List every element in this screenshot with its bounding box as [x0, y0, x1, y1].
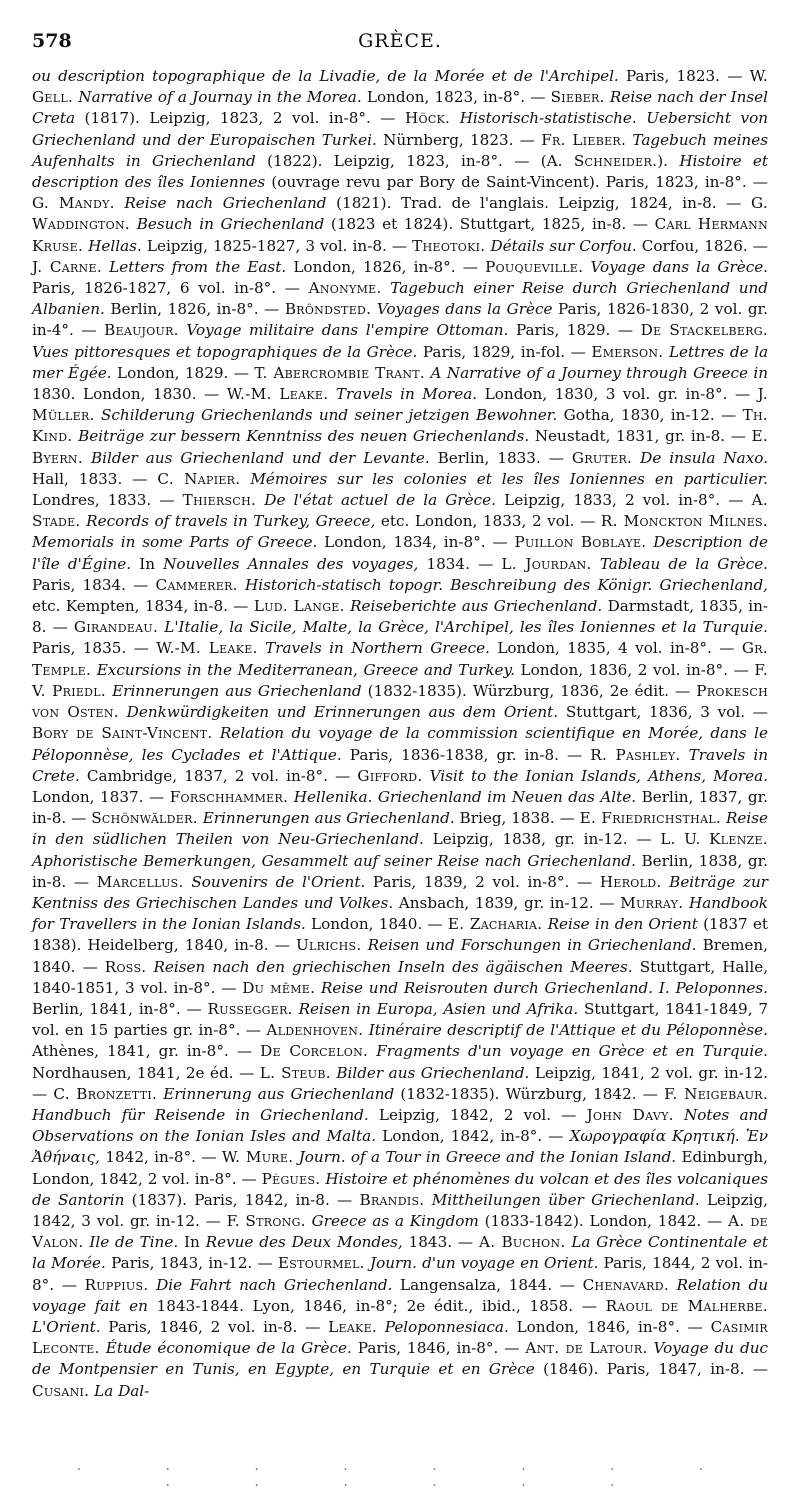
- text-run: (1833-1842). London, 1842. —: [478, 1211, 729, 1230]
- text-run: 1834. —: [418, 554, 502, 573]
- text-run: [661, 873, 669, 891]
- text-run: London, 1846, in-8°. —: [508, 1317, 711, 1336]
- text-run: Ansbach, 1839, gr. in-12. —: [393, 893, 621, 912]
- text-run: [592, 555, 600, 573]
- author-name: J. Müller.: [32, 385, 769, 425]
- work-title: Beiträge zur Kentniss des Griechischen Landes und Volkes.: [32, 872, 768, 912]
- author-name: Estourmel.: [277, 1254, 365, 1273]
- text-run: [681, 746, 689, 764]
- text-run: Stuttgart, 1841-1849, 7 vol. en 15 parties gr. in-8°. —: [32, 999, 768, 1040]
- author-name: Höck.: [404, 109, 451, 128]
- author-name: Schneider.: [573, 151, 658, 170]
- work-title: Denkwürdigkeiten und Erinnerungen aus dem Orient.: [126, 703, 559, 722]
- text-run: Edinburgh, London, 1842, 2 vol. in-8°. —: [32, 1148, 769, 1188]
- author-name: Cusani.: [32, 1381, 90, 1400]
- author-name: R. Monckton Milnes.: [600, 512, 769, 531]
- author-name: Gr. Temple.: [32, 639, 769, 679]
- work-title: Erinnerung aus Griechenland: [163, 1084, 395, 1103]
- page-header: [32, 30, 768, 56]
- text-run: Leipzig, 1841, 2 vol. gr. in-12. —: [32, 1063, 768, 1103]
- author-name: Pouqueville.: [485, 257, 584, 276]
- text-run: Berlin, 1826, in-8°. —: [104, 300, 285, 319]
- text-run: Paris, 1836-1838, gr. in-8. —: [341, 745, 591, 764]
- text-run: Leipzig, 1825-1827, 3 vol. in-8. —: [141, 236, 413, 255]
- author-name: Lud. Lange.: [253, 597, 345, 616]
- text-run: Berlin, 1837, gr. in-8. —: [32, 787, 768, 828]
- text-run: (1837). Paris, 1842, in-8. —: [124, 1190, 360, 1209]
- text-run: Paris, 1826-1827, 6 vol. in-8°. —: [32, 279, 309, 298]
- work-title: Tableau de la Grèce.: [599, 554, 769, 573]
- author-name: De Corcelon.: [260, 1042, 369, 1061]
- text-run: [258, 639, 265, 657]
- author-name: Beaujour.: [104, 321, 179, 340]
- work-title: La Dal-: [94, 1381, 150, 1400]
- text-run: [328, 385, 336, 403]
- text-run: Londres, 1833. —: [32, 491, 183, 510]
- text-run: [238, 576, 245, 594]
- text-run: London, 1836, 2 vol. in-8°. —: [514, 660, 755, 679]
- work-title: Fragments d'un voyage en Grèce et en Turquie.: [376, 1042, 769, 1061]
- text-run: Leipzig, 1838, gr. in-12. — L. U.: [423, 830, 710, 849]
- text-run: Nürnberg, 1823. —: [376, 130, 542, 149]
- text-run: (1822). Leipzig, 1823, in-8°. — (A.: [255, 151, 574, 170]
- author-name: Ulrichs.: [295, 936, 362, 955]
- text-run: London, 1840. —: [305, 915, 448, 934]
- author-name: G. Mandy.: [32, 194, 115, 213]
- work-title: Reisen und Forschungen in Griechenland.: [367, 936, 697, 955]
- work-title: Reise in den südlichen Theilen von Neu-Griechenland.: [32, 809, 768, 849]
- text-run: [450, 109, 460, 127]
- text-run: [240, 470, 250, 488]
- text-run: London, 1823, in-8°. —: [361, 88, 551, 107]
- work-title: Historich-statisch topogr. Beschreibung des Königr. Griechenland,: [244, 575, 769, 594]
- work-title: Χωρογραφία Κρητική. Ἐν Ἀθήναις,: [32, 1127, 768, 1167]
- author-name: Russegger.: [207, 999, 293, 1018]
- text-run: Leipzig, 1833, 2 vol. in-8°. —: [496, 491, 752, 510]
- author-name: Raoul de Malherbe.: [605, 1296, 768, 1315]
- text-run: [83, 449, 91, 467]
- work-title: Peloponnesiaca.: [384, 1317, 509, 1336]
- author-name: J. Carne.: [32, 257, 102, 276]
- text-run: Paris, 1823. —: [618, 67, 750, 85]
- author-name: W.-M. Leake.: [156, 639, 258, 658]
- page-number: 578: [32, 30, 72, 52]
- text-run: [669, 1276, 677, 1294]
- text-run: 1843-1844. Lyon, 1846, in-8°; 2e édit., ibid., 1858. —: [147, 1296, 606, 1315]
- work-title: Reise nach der Insel Creta: [32, 88, 769, 128]
- text-run: [377, 1318, 385, 1336]
- work-title: Beiträge zur bessern Kenntniss des neuen Griechenlands.: [78, 427, 530, 446]
- author-name: Du même.: [242, 978, 316, 997]
- work-title: Visit to the Ionian Islands, Athens, Morea.: [429, 766, 768, 785]
- author-name: A. de Valon.: [32, 1211, 769, 1252]
- work-title: Reisen in Europa, Asien und Afrika.: [298, 999, 579, 1018]
- text-run: [115, 194, 125, 212]
- work-title: Bilder aus Griechenland.: [336, 1063, 530, 1082]
- running-title: GRÈCE.: [358, 30, 442, 52]
- author-name: John Davy.: [586, 1105, 674, 1124]
- author-name: Prokesch von Osten.: [32, 681, 769, 722]
- work-title: Souvenirs de l'Orient.: [191, 872, 366, 891]
- text-run: (ouvrage revu par Bory de Saint-Vincent). Paris, 1823, in-8°. —: [265, 173, 768, 192]
- text-run: [674, 1106, 684, 1124]
- work-title: Letters from the East.: [109, 257, 287, 276]
- author-name: C. Bronzetti.: [53, 1084, 158, 1103]
- work-title: Voyage militaire dans l'empire Ottoman.: [186, 321, 509, 340]
- work-title: Narrative of a Journay in the Morea.: [78, 88, 362, 107]
- author-name: Schönwälder.: [91, 809, 198, 828]
- text-run: [119, 703, 127, 721]
- author-name: Klenze.: [709, 830, 769, 849]
- author-name: Murray.: [620, 893, 684, 912]
- author-name: Aldenhoven.: [266, 1021, 364, 1040]
- text-run: Stuttgart, Halle, 1840-1851, 3 vol. in-8°. —: [32, 957, 769, 997]
- text-run: Neustadt, 1831, gr. in-8. —: [529, 427, 752, 446]
- work-title: Handbuch für Reisende in Griechenland.: [32, 1105, 369, 1124]
- author-name: R. Pashley.: [590, 745, 681, 764]
- work-title: Étude économique de la Grèce.: [105, 1339, 352, 1358]
- work-title: Historisch-statistische. Uebersicht von Griechenland und der Europaischen Turkei.: [32, 109, 769, 149]
- bibliography-paragraph: [32, 66, 768, 1402]
- author-name: Anonyme.: [308, 279, 382, 298]
- author-name: Marcellus.: [96, 872, 184, 891]
- text-run: (1817). Leipzig, 1823, 2 vol. in-8°. —: [75, 109, 405, 128]
- text-run: Paris, 1826-1830, 2 vol. gr. in-4°. —: [32, 300, 768, 340]
- text-run: Darmstadt, 1835, in-8. —: [32, 597, 769, 637]
- work-title: Histoire et phénomènes du volcan et des îles volcaniques de Santorin: [32, 1169, 768, 1209]
- work-title: Mittheilungen über Griechenland.: [431, 1190, 700, 1209]
- author-name: Forschhammer.: [169, 787, 289, 806]
- text-run: ).: [657, 151, 680, 170]
- text-run: [148, 1276, 156, 1294]
- work-title: Itinéraire descriptif de l'Attique et du Péloponnèse.: [368, 1021, 768, 1040]
- text-run: London, 1829. —: [111, 363, 255, 382]
- author-name: A. Stade.: [32, 491, 768, 531]
- author-name: G. Waddington.: [32, 194, 769, 234]
- author-name: Ross.: [104, 957, 147, 976]
- work-title: Reise in den Orient: [547, 915, 698, 934]
- text-run: London, 1835, 4 vol. in-8°. —: [489, 639, 742, 658]
- text-run: (1832-1835). Würzburg, 1836, 2e édit. —: [361, 681, 697, 700]
- author-name: Gruter.: [571, 448, 633, 467]
- author-name: Thiersch.: [182, 491, 257, 510]
- author-name: Theotoki.: [412, 236, 486, 255]
- work-title: L'Orient.: [32, 1317, 101, 1336]
- author-name: A. Buchon.: [478, 1233, 566, 1252]
- text-run: Paris, 1843, in-12. —: [105, 1254, 278, 1273]
- text-run: Hall, 1833. —: [32, 469, 158, 488]
- author-name: Casimir Leconte.: [32, 1317, 769, 1358]
- text-run: Berlin, 1841, in-8°. —: [32, 999, 208, 1018]
- author-name: F. Neigebaur.: [664, 1084, 768, 1103]
- author-name: C. Napier.: [157, 469, 241, 488]
- work-title: Reise nach Griechenland: [124, 194, 327, 213]
- work-title: Travels in Crete.: [32, 745, 768, 785]
- book-page: [32, 30, 768, 1402]
- work-title: Mémoires sur les colonies et les îles Ioniennes en particulier.: [250, 469, 769, 488]
- work-title: L'Italie, la Sicile, Malte, la Grèce, l'Archipel, les îles Ioniennes et la Turquie.: [164, 618, 768, 637]
- footer-dots: . . . . . . . . . . . . . .: [76, 1458, 744, 1490]
- work-title: Bilder aus Griechenland und der Levante.: [90, 448, 430, 467]
- work-title: Tagebuch meines Aufenhalts in Griechenland: [32, 130, 768, 170]
- work-title: Description de l'île d'Égine.: [32, 533, 769, 573]
- work-title: Travels in Northern Greece.: [265, 639, 490, 658]
- author-name: F. V. Priedl.: [32, 660, 768, 700]
- text-run: etc. London, 1833, 2 vol. —: [375, 512, 601, 531]
- author-name: T. Abercrombie Trant.: [254, 363, 426, 382]
- text-run: [212, 724, 219, 742]
- work-title: A Narrative of a Journey through Greece in: [430, 363, 769, 382]
- author-name: E. Byern.: [32, 427, 768, 467]
- work-title: Memorials in some Parts of Greece.: [32, 533, 318, 552]
- text-run: 1843. —: [402, 1233, 479, 1252]
- author-name: E. Friedrichsthal.: [579, 809, 722, 828]
- author-name: Cammerer.: [155, 575, 238, 594]
- author-name: Bröndsted.: [284, 300, 372, 319]
- work-title: Notes and Observations on the Ionian Isles and Malta.: [32, 1105, 769, 1146]
- text-run: (1823 et 1824). Stuttgart, 1825, in-8. —: [324, 215, 655, 234]
- work-title: Nouvelles Annales des voyages,: [163, 554, 419, 573]
- text-run: London, 1826, in-8°. —: [286, 257, 486, 276]
- work-title: De l'état actuel de la Grèce.: [264, 491, 496, 510]
- author-name: Leake.: [328, 1317, 378, 1336]
- text-run: Paris, 1834. —: [32, 575, 156, 594]
- work-title: Erinnerungen aus Griechenland: [112, 681, 362, 700]
- work-title: Voyages dans la Grèce: [376, 300, 553, 319]
- work-title: Journ. d'un voyage en Orient.: [370, 1254, 599, 1273]
- work-title: Greece as a Kingdom: [311, 1211, 479, 1230]
- work-title: Reiseberichte aus Griechenland.: [350, 597, 603, 616]
- work-title: Handbook for Travellers in the Ionian Islands.: [32, 893, 768, 934]
- text-run: London, 1842, in-8°. —: [376, 1127, 570, 1146]
- text-run: [382, 279, 391, 297]
- text-run: (1832-1835). Würzburg, 1842. —: [394, 1084, 665, 1103]
- author-name: Ruppius.: [84, 1275, 149, 1294]
- text-run: Paris, 1835. —: [32, 639, 157, 658]
- author-name: Fr. Lieber.: [541, 130, 627, 149]
- text-run: London, 1830, 3 vol. gr. in-8°. —: [477, 385, 758, 404]
- work-title: Tagebuch einer Reise durch Griechenland und Albanien.: [32, 279, 769, 319]
- text-run: Bremen, 1840. —: [32, 936, 768, 976]
- text-run: (1837 et 1838). Heidelberg, 1840, in-8. —: [32, 915, 768, 955]
- text-run: [632, 449, 640, 467]
- text-run: Stuttgart, 1836, 3 vol. —: [558, 703, 768, 722]
- work-title: Travels in Morea.: [335, 385, 478, 404]
- work-title: Aphoristische Bemerkungen, Gesammelt auf seiner Reise nach Griechenland.: [32, 851, 636, 870]
- text-run: [130, 215, 137, 233]
- author-name: Bory de Saint-Vincent.: [32, 724, 213, 743]
- text-run: (1846). Paris, 1847, in-8. —: [534, 1360, 768, 1379]
- text-run: etc. Kempten, 1834, in-8. —: [32, 597, 254, 616]
- work-title: Hellenika. Griechenland im Neuen das Alte.: [293, 787, 637, 806]
- text-run: Leipzig, 1842, 3 vol. gr. in-12. — F.: [32, 1190, 769, 1230]
- text-run: Cambridge, 1837, 2 vol. in-8°. —: [79, 766, 358, 785]
- work-title: Die Fahrt nach Griechenland.: [156, 1275, 393, 1294]
- work-title: Histoire et description des îles Ioniennes: [32, 151, 768, 192]
- work-title: Vues pittoresques et topographiques de la Grèce.: [32, 342, 418, 361]
- author-name: Gifford.: [357, 766, 423, 785]
- text-run: London, 1834, in-8°. —: [317, 533, 515, 552]
- work-title: Reise und Reisrouten durch Griechenland. I. Peloponnes.: [320, 978, 769, 997]
- author-name: W. Mure.: [221, 1148, 294, 1167]
- work-title: Lettres de la mer Égée.: [32, 342, 769, 382]
- text-run: Paris, 1829. —: [508, 321, 641, 340]
- text-run: In: [178, 1233, 206, 1252]
- text-run: 1842, in-8°. —: [100, 1148, 222, 1167]
- work-title: Hellas.: [88, 236, 142, 255]
- work-title: Relation du voyage fait en: [32, 1275, 768, 1315]
- work-title: De insula Naxo.: [640, 448, 768, 467]
- text-run: Brieg, 1838. —: [454, 809, 580, 828]
- work-title: Voyage dans la Grèce.: [590, 257, 769, 276]
- work-title: Relation du voyage de la commission scientifique en Morée, dans le Péloponnèse, les Cyclades et l'Attique.: [32, 724, 769, 764]
- text-run: Paris, 1846, in-8°. —: [351, 1339, 526, 1358]
- author-name: Chenavard.: [582, 1275, 669, 1294]
- author-name: Brandis.: [359, 1190, 425, 1209]
- work-title: Excursions in the Mediterranean, Greece and Turkey.: [96, 660, 515, 679]
- text-run: [424, 1191, 431, 1209]
- author-name: Puillon Boblaye.: [514, 533, 647, 552]
- author-name: Pègues.: [261, 1169, 321, 1188]
- author-name: Strong.: [245, 1211, 306, 1230]
- text-run: Corfou, 1826. —: [636, 236, 768, 255]
- text-run: [422, 767, 429, 785]
- work-title: Besuch in Griechenland: [136, 215, 325, 234]
- work-title: Détails sur Corfou.: [490, 236, 637, 255]
- text-run: London, 1837. —: [32, 787, 170, 806]
- author-name: Herold.: [599, 872, 662, 891]
- text-run: Berlin, 1833. —: [429, 448, 572, 467]
- work-title: Revue des Deux Mondes,: [205, 1233, 403, 1252]
- work-title: Records of travels in Turkey, Greece,: [86, 512, 376, 531]
- author-name: Girandeau.: [73, 618, 159, 637]
- work-title: Voyage du duc de Montpensier en Tunis, en Egypte, en Turquie et en Grèce: [32, 1339, 769, 1379]
- author-name: L. Steub.: [259, 1063, 331, 1082]
- author-name: Sieber.: [550, 88, 605, 107]
- author-name: E. Zacharia.: [447, 915, 543, 934]
- author-name: W.-M. Leake.: [226, 385, 329, 404]
- author-name: Emerson.: [591, 342, 664, 361]
- text-run: Langensalza, 1844. —: [392, 1275, 583, 1294]
- work-title: Reisen nach den griechischen Inseln des ägäischen Meeres.: [153, 957, 633, 976]
- text-run: Paris, 1846, 2 vol. in-8. —: [100, 1317, 329, 1336]
- text-run: Paris, 1844, 2 vol. in-8°. —: [32, 1254, 769, 1294]
- author-name: Th. Kind.: [32, 406, 769, 446]
- text-run: (1821). Trad. de l'anglais. Leipzig, 1824, in-8. —: [326, 194, 751, 213]
- text-run: 1830. London, 1830. —: [32, 385, 227, 404]
- text-run: Nordhausen, 1841, 2e éd. —: [32, 1063, 260, 1082]
- work-title: Erinnerungen aus Griechenland.: [202, 809, 455, 828]
- author-name: De Stackelberg.: [640, 321, 769, 340]
- text-run: Gotha, 1830, in-12. —: [557, 406, 743, 425]
- text-run: Berlin, 1838, gr. in-8. —: [32, 851, 768, 891]
- text-run: Paris, 1829, in-fol. —: [417, 342, 592, 361]
- author-name: W. Gell.: [32, 67, 769, 107]
- text-run: In: [131, 554, 164, 573]
- work-title: La Grèce Continentale et la Morée.: [32, 1233, 769, 1273]
- text-run: Athènes, 1841, gr. in-8°. —: [32, 1042, 261, 1061]
- work-title: Schilderung Griechenlands und seiner jetzigen Bewohner.: [101, 406, 558, 425]
- author-name: L. Jourdan.: [501, 554, 592, 573]
- author-name: Carl Hermann Kruse.: [32, 215, 769, 255]
- text-run: Paris, 1839, 2 vol. in-8°. —: [365, 872, 600, 891]
- work-title: Ile de Tine.: [89, 1233, 179, 1252]
- text-run: Leipzig, 1842, 2 vol. —: [368, 1105, 587, 1124]
- work-title: Journ. of a Tour in Greece and the Ionian Island.: [298, 1148, 677, 1167]
- author-name: Ant. de Latour.: [525, 1339, 648, 1358]
- work-title: ou description topographique de la Livadie, de la Morée et de l'Archipel.: [32, 67, 619, 85]
